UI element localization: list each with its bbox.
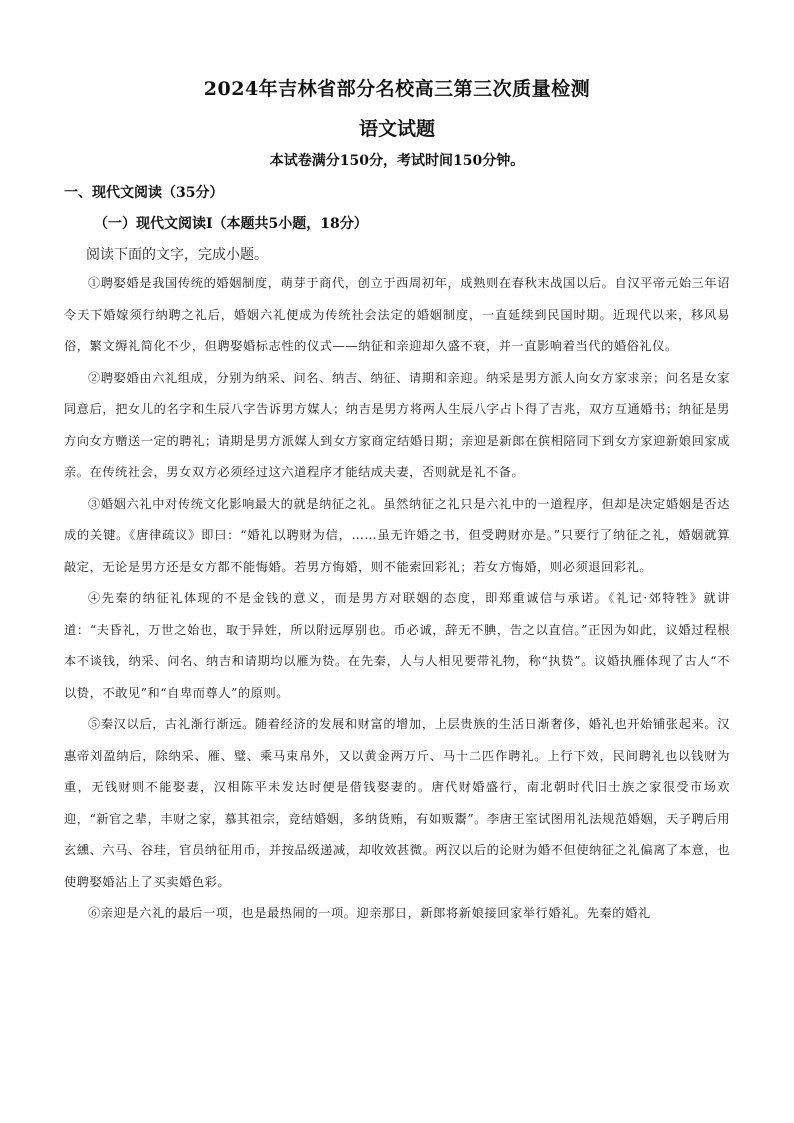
passage-paragraph-4: ④先秦的纳征礼体现的不是金钱的意义，而是男方对联姻的态度，即郑重诚信与承诺。《礼记·郊特牲》就讲道：“夫昏礼，万世之始也，取于异姓，所以附远厚别也。币必诚，辞无不腆，告之以直信。”正因为如此，议婚过程根本不谈钱，纳采、问名、纳吉和请期均以雁为贽。在先秦，人与人相见要带礼物，称“执贽”。议婚执雁体现了古人“不以贽，不敢见”和“自卑而尊人”的原则。 [64,591,730,700]
passage-paragraph-5: ⑤秦汉以后，古礼渐行渐远。随着经济的发展和财富的增加，上层贵族的生活日渐奢侈，婚礼也开始铺张起来。汉惠帝刘盈纳后，除纳采、雁、璧、乘马束帛外，又以黄金两万斤、马十二匹作聘礼。上行下效，民间聘礼也以钱财为重，无钱财则不能娶妻，汉相陈平未发达时便是借钱娶妻的。唐代财婚盛行，南北朝时代旧士族之家很受市场欢迎，“新官之辈，丰财之家，慕其祖宗，竞结婚姻，多纳货贿，有如贩鬻”。李唐王室试图用礼法规范婚姻，天子聘后用玄纁、六马、谷珪，官员纳征用币，并按品级递减，却收效甚微。两汉以后的论财为婚不但使纳征之礼偏离了本意，也使聘娶婚沾上了买卖婚色彩。 [64,717,730,889]
exam-note: 本试卷满分150分，考试时间150分钟。 [269,153,525,169]
reading-passage [64,268,730,930]
passage-paragraph-2: ②聘娶婚由六礼组成，分别为纳采、问名、纳吉、纳征、请期和亲迎。纳采是男方派人向女方家求亲；问名是女家同意后，把女儿的名字和生辰八字告诉男方媒人；纳吉是男方将两人生辰八字占卜得了吉兆，双方互通婚书；纳征是男方向女方赠送一定的聘礼；请期是男方派媒人到女方家商定结婚日期；亲迎是新郎在傧相陪同下到女方家迎新娘回家成亲。在传统社会，男女双方必须经过这六道程序才能结成夫妻，否则就是礼不备。 [64,370,730,479]
passage-paragraph-3: ③婚姻六礼中对传统文化影响最大的就是纳征之礼。虽然纳征之礼只是六礼中的一道程序，但却是决定婚姻是否达成的关键。《唐律疏议》即曰：“婚礼以聘财为信，……虽无许婚之书，但受聘财亦是。”只要行了纳征之礼，婚姻就算敲定，无论是男方还是女方都不能悔婚。若男方悔婚，则不能索回彩礼；若女方悔婚，则必须退回彩礼。 [64,496,730,574]
reading-instruction: 阅读下面的文字，完成小题。 [86,247,268,263]
passage-paragraph-6: ⑥亲迎是六礼的最后一项，也是最热闹的一项。迎亲那日，新郎将新娘接回家举行婚礼。先秦的婚礼 [88,906,651,920]
section-heading: 一、现代文阅读（35分） [64,185,224,201]
exam-title: 2024年吉林省部分名校高三第三次质量检测 [203,78,591,100]
subsection-heading: （一）现代文阅读Ⅰ（本题共5小题，18分） [94,216,368,232]
paper-subject-title: 语文试题 [358,118,435,140]
passage-paragraph-1: ①聘娶婚是我国传统的婚姻制度，萌芽于商代，创立于西周初年，成熟则在春秋末战国以后。自汉平帝元始三年诏令天下婚嫁须行纳聘之礼后，婚姻六礼便成为传统社会法定的婚姻制度，一直延续到民国时期。近现代以来，移风易俗，繁文缛礼简化不少，但聘娶婚标志性的仪式——纳征和亲迎却久盛不衰，并一直影响着当代的婚俗礼仪。 [64,276,730,353]
